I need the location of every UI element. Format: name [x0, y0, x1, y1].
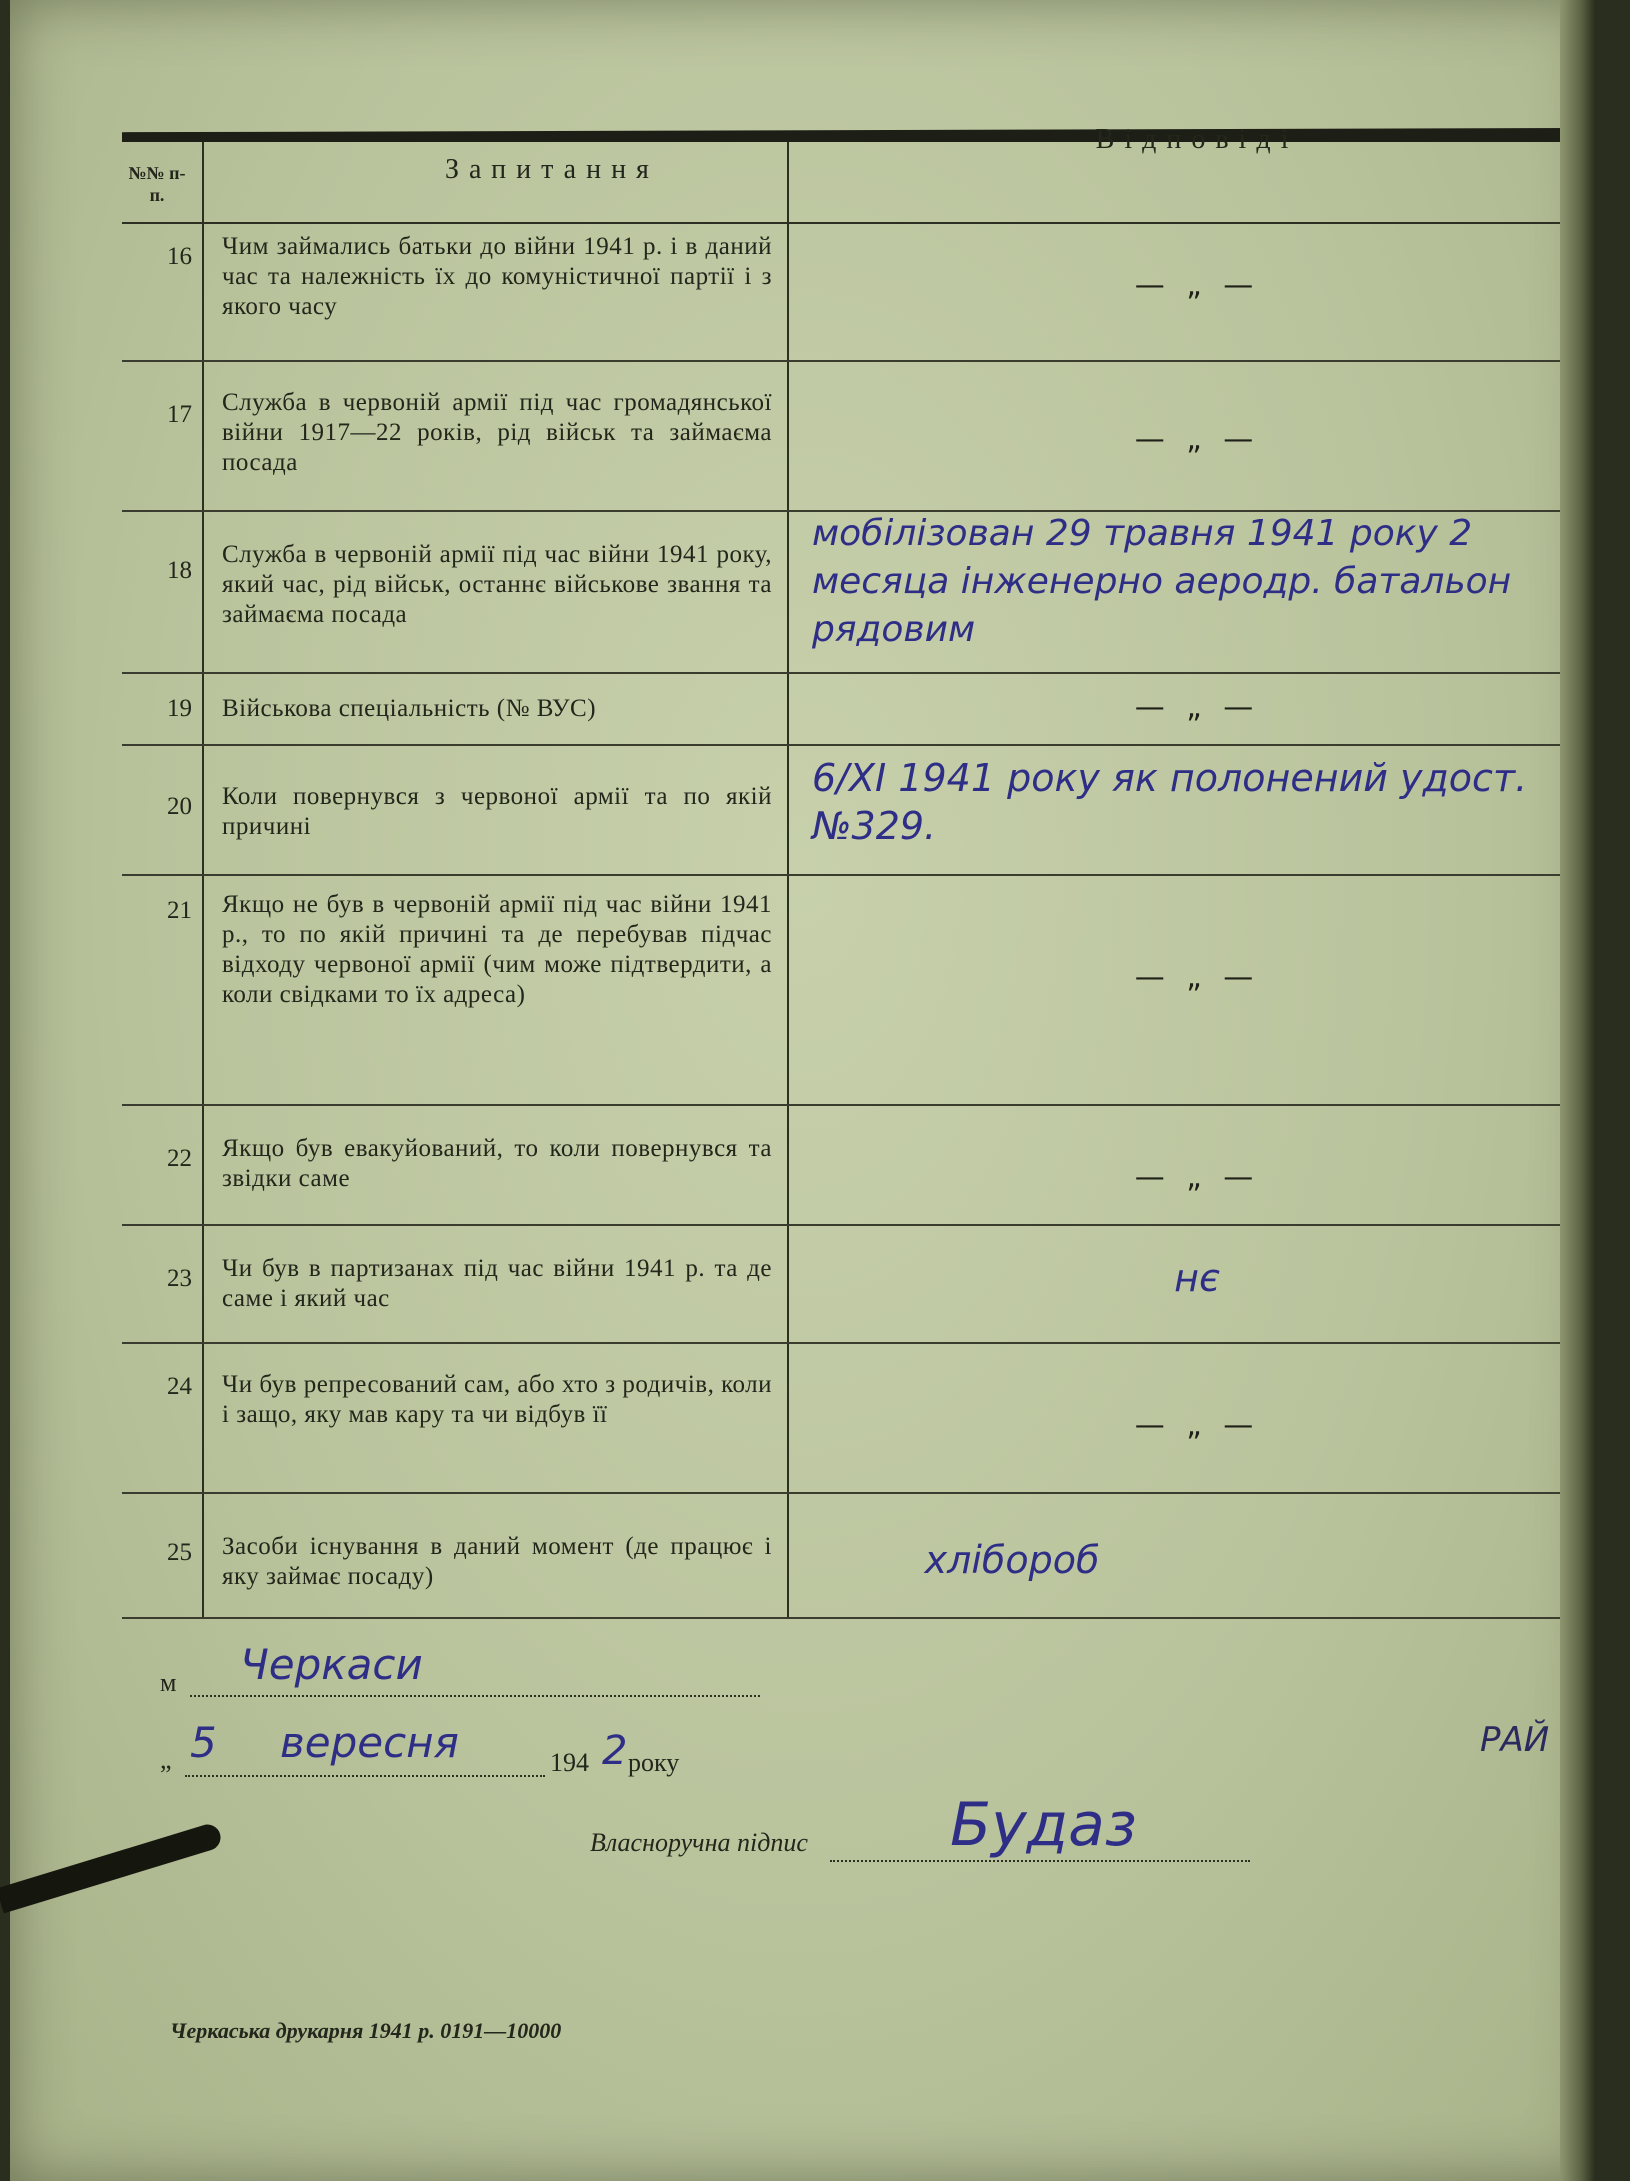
table-row: [122, 510, 1582, 674]
table-row: [122, 672, 1582, 746]
header-answers: Відповіді: [1095, 124, 1299, 155]
row-answer: — „ —: [1134, 422, 1260, 457]
year-suffix: року: [628, 1748, 680, 1777]
table-row: [122, 360, 1582, 512]
initials: РАЙ: [1480, 1720, 1550, 1760]
table-row: [122, 1224, 1582, 1344]
row-question: Чи був репресований сам, або хто з родичів, коли і защо, яку мав кару та чи відбув її: [222, 1371, 772, 1428]
row-question: Якщо не був в червоній армії під час війни 1941 р., то по якій причині та де перебував підчас відходу червоної армії (чим може підтвердити, а коли свідками то їх адреса): [222, 891, 772, 1008]
row-question: Чим займались батьки до війни 1941 р. і в даний час та належність їх до комуністичної партії і з якого часу: [222, 233, 772, 320]
printer-line: Черкаська друкарня 1941 р. 0191—10000: [170, 2018, 562, 2043]
row-answer: хлібороб: [924, 1538, 1100, 1582]
header-questions: Запитання: [445, 154, 659, 185]
row-question: Служба в червоній армії під час громадянської війни 1917—22 років, рід військ та займаєма посада: [222, 389, 772, 476]
document-page: [10, 0, 1595, 2181]
row-question: Якщо був евакуйований, то коли повернувся та звідки саме: [222, 1135, 772, 1192]
row-answer: 6/XI 1941 року як полонений удост. №329.: [812, 756, 1528, 848]
row-question: Чи був в партизанах під час війни 1941 р. та де саме і який час: [222, 1255, 772, 1312]
questionnaire-table: [122, 124, 1582, 1617]
row-number: 20: [167, 793, 192, 820]
row-question: Військова спеціальність (№ ВУС): [222, 695, 597, 722]
row-number: 18: [167, 557, 192, 584]
row-answer: — „ —: [1134, 960, 1260, 995]
table-row: [122, 1104, 1582, 1226]
row-number: 19: [167, 695, 192, 722]
row-answer: — „ —: [1134, 1408, 1260, 1443]
date-line: [185, 1775, 545, 1777]
year-prefix: 194: [550, 1748, 589, 1777]
table-row: [122, 1342, 1582, 1494]
row-answer: — „ —: [1134, 690, 1260, 725]
row-number: 21: [167, 897, 192, 924]
row-number: 24: [167, 1373, 192, 1400]
table-row: [122, 222, 1582, 362]
row-answer: нє: [1174, 1256, 1220, 1300]
place-prefix: м: [160, 1668, 177, 1697]
book-spine: [1560, 0, 1595, 2181]
table-row: [122, 744, 1582, 876]
place-line: [190, 1695, 760, 1697]
place-handwritten: Черкаси: [240, 1640, 423, 1689]
row-answer: — „ —: [1134, 268, 1260, 303]
row-answer: мобілізован 29 травня 1941 року 2 месяца інженерно аеродр. батальон рядовим: [812, 513, 1512, 650]
signature-label: Власноручна підпис: [590, 1828, 808, 1857]
header-num: №№ п-п.: [128, 163, 186, 205]
row-number: 25: [167, 1539, 192, 1566]
signature: Будаз: [950, 1790, 1137, 1860]
signature-line: [830, 1860, 1250, 1862]
row-answer: — „ —: [1134, 1160, 1260, 1195]
row-question: Служба в червоній армії під час війни 1941 року, який час, рід військ, останнє військове звання та займаєма посада: [222, 541, 772, 628]
date-month: вересня: [280, 1718, 459, 1767]
date-day: 5: [190, 1718, 217, 1767]
row-number: 16: [167, 243, 192, 270]
date-quote: „: [160, 1745, 172, 1774]
row-number: 17: [167, 401, 192, 428]
row-number: 23: [167, 1265, 192, 1292]
table-row: [122, 874, 1582, 1106]
table-row: [122, 1492, 1582, 1619]
row-question: Коли повернувся з червоної армії та по якій причині: [222, 783, 772, 840]
table-header: [122, 124, 1582, 224]
year-digit: 2: [602, 1728, 628, 1774]
row-question: Засоби існування в даний момент (де працює і яку займає посаду): [222, 1533, 772, 1590]
row-number: 22: [167, 1145, 192, 1172]
